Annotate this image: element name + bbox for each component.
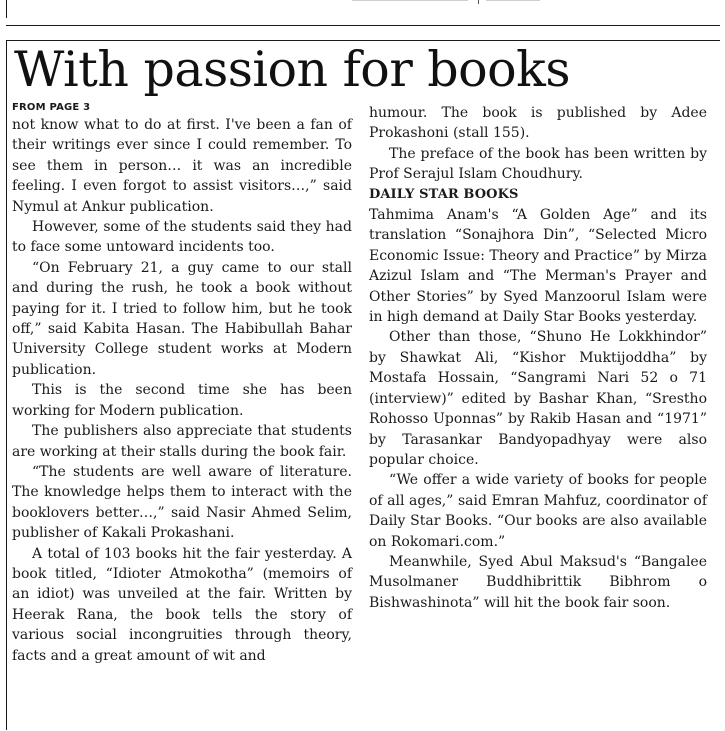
left-column (12, 102, 352, 666)
cropped-text-fragment (352, 0, 468, 1)
right-column (369, 103, 707, 613)
column-divider-top (6, 0, 7, 18)
paragraph: humour. The book is published by Adee Prokashoni (stall 155). (369, 105, 707, 142)
paragraph: “On February 21, a guy came to our stall and during the rush, he took a book without paying for it. I tried to follow him, but he took off,” said Kabita Hasan. The Habibullah Bahar University College student works at Modern publication. (12, 259, 352, 378)
cropped-text-fragment (486, 0, 540, 1)
paragraph: Meanwhile, Syed Abul Maksud's “Bangalee Musolmaner Buddhibrittik Bibhrom o Bishwashinota” will hit the book fair soon. (369, 553, 707, 611)
cropped-separator (478, 0, 479, 4)
continued-from-label: FROM PAGE 3 (12, 102, 91, 113)
paragraph: The preface of the book has been written by Prof Serajul Islam Choudhury. (369, 145, 707, 183)
paragraph: This is the second time she has been working for Modern publication. (12, 382, 352, 419)
paragraph: A total of 103 books hit the fair yesterday. A book titled, “Idioter Atmokotha” (memoirs of an idiot) was unveiled at the fair. Written by Heerak Rana, the book tells the story of various social incongruities through theory, facts and a great amount of wit and (12, 545, 352, 664)
section-subhead: DAILY STAR BOOKS (369, 186, 519, 202)
section-rule (6, 25, 720, 26)
paragraph: not know what to do at first. I've been a fan of their writings ever since I could remember. To see them in person… it was an incredible feeling. I even forgot to assist visitors…,” said Nymul at Ankur publication. (12, 117, 352, 215)
paragraph: “The students are well aware of literature. The knowledge helps them to interact with the booklovers better…,” said Nasir Ahmed Selim, publisher of Kakali Prokashani. (12, 463, 352, 542)
paragraph: Other than those, “Shuno He Lokkhindor” by Shawkat Ali, “Kishor Muktijoddha” by Mostafa Hossain, “Sangrami Nari 52 o 71 (interview)” edited by Bashar Khan, “Srestho Rohosso Uponnas” by Rakib Hasan and “1971” by Tarasankar Bandyopadhyay were also popular choice. (369, 329, 707, 468)
cropped-previous-article (0, 0, 725, 24)
paragraph: The publishers also appreciate that students are working at their stalls during the book fair. (12, 423, 352, 460)
paragraph: However, some of the students said they had to face some untoward incidents too. (12, 219, 352, 256)
paragraph: “We offer a wide variety of books for people of all ages,” said Emran Mahfuz, coordinator of Daily Star Books. “Our books are also available on Rokomari.com.” (369, 472, 707, 550)
article-headline: With passion for books (14, 41, 571, 98)
paragraph: Tahmima Anam's “A Golden Age” and its translation “Sonajhora Din”, “Selected Micro Economic Issue: Theory and Practice” by Mirza Azizul Islam and “The Merman's Prayer and Other Stories” by Syed Manzoorul Islam were in high demand at Daily Star Books yesterday. (369, 207, 707, 326)
